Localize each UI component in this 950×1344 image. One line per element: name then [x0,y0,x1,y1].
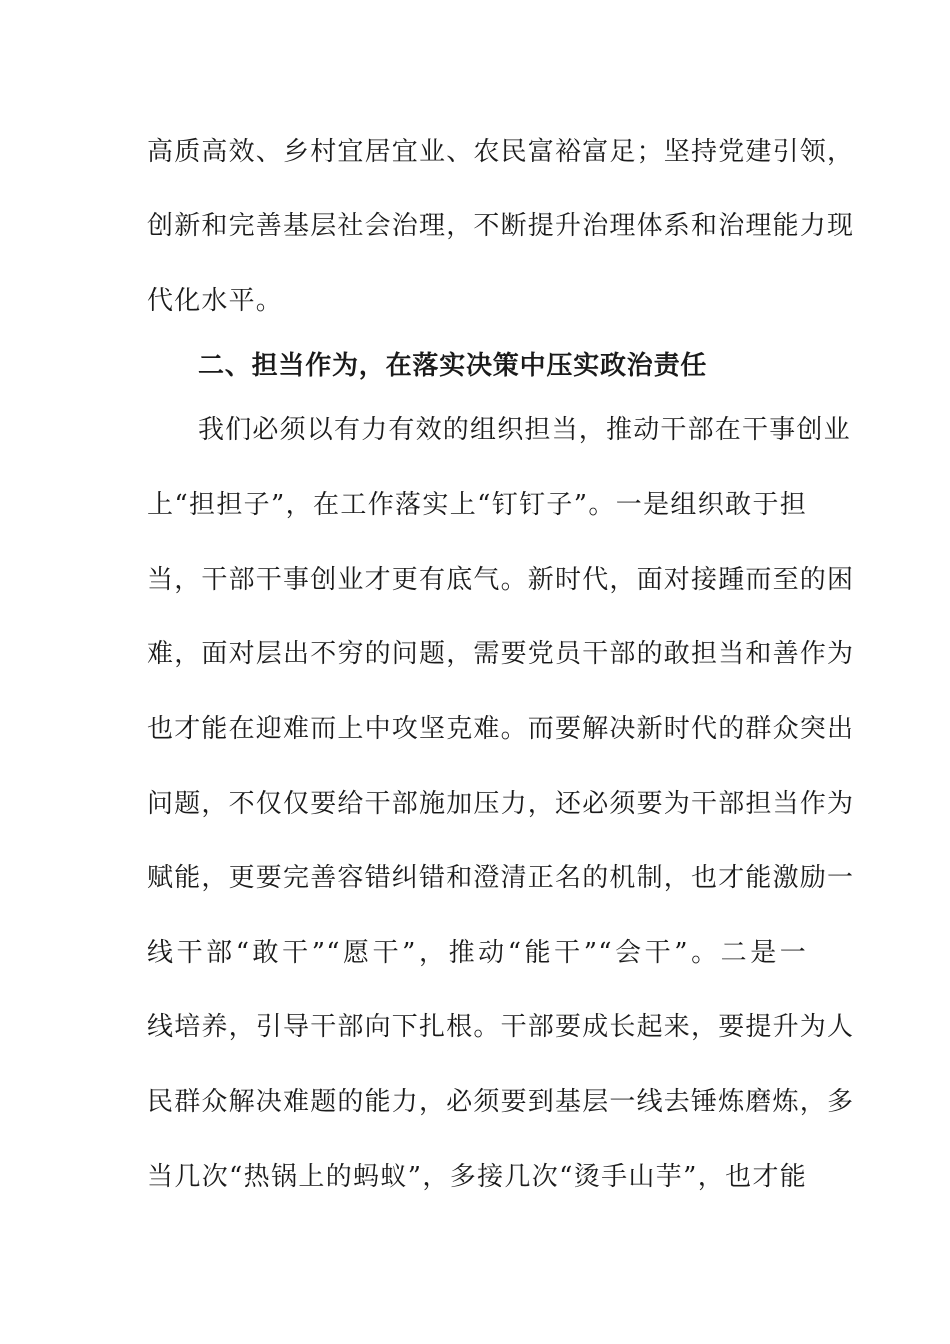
paragraph-line: 上“担担子”，在工作落实上“钉钉子”。一是组织敢于担 [147,490,807,520]
paragraph-line: 高质高效、乡村宜居宜业、农民富裕富足；坚持党建引领， [147,137,855,167]
paragraph-line: 也才能在迎难而上中攻坚克难。而要解决新时代的群众突出 [147,714,855,744]
paragraph-line: 当几次“热锅上的蚂蚁”，多接几次“烫手山芋”，也才能 [147,1162,807,1192]
paragraph-line: 我们必须以有力有效的组织担当，推动干部在干事创业 [198,415,851,445]
paragraph-line: 创新和完善基层社会治理，不断提升治理体系和治理能力现 [147,211,855,241]
paragraph-line: 问题，不仅仅要给干部施加压力，还必须要为干部担当作为 [147,789,855,819]
paragraph-line: 难，面对层出不穷的问题，需要党员干部的敢担当和善作为 [147,639,855,669]
paragraph-line: 赋能，更要完善容错纠错和澄清正名的机制，也才能激励一 [147,863,855,893]
paragraph-line: 线培养，引导干部向下扎根。干部要成长起来，要提升为人 [147,1012,855,1042]
paragraph-line: 线干部“敢干”“愿干”，推动“能干”“会干”。二是一 [147,938,807,968]
section-heading: 二、担当作为，在落实决策中压实政治责任 [198,351,708,381]
paragraph-line: 民群众解决难题的能力，必须要到基层一线去锤炼磨炼，多 [147,1087,855,1117]
paragraph-line: 代化水平。 [147,286,284,316]
paragraph-line: 当，干部干事创业才更有底气。新时代，面对接踵而至的困 [147,565,855,595]
